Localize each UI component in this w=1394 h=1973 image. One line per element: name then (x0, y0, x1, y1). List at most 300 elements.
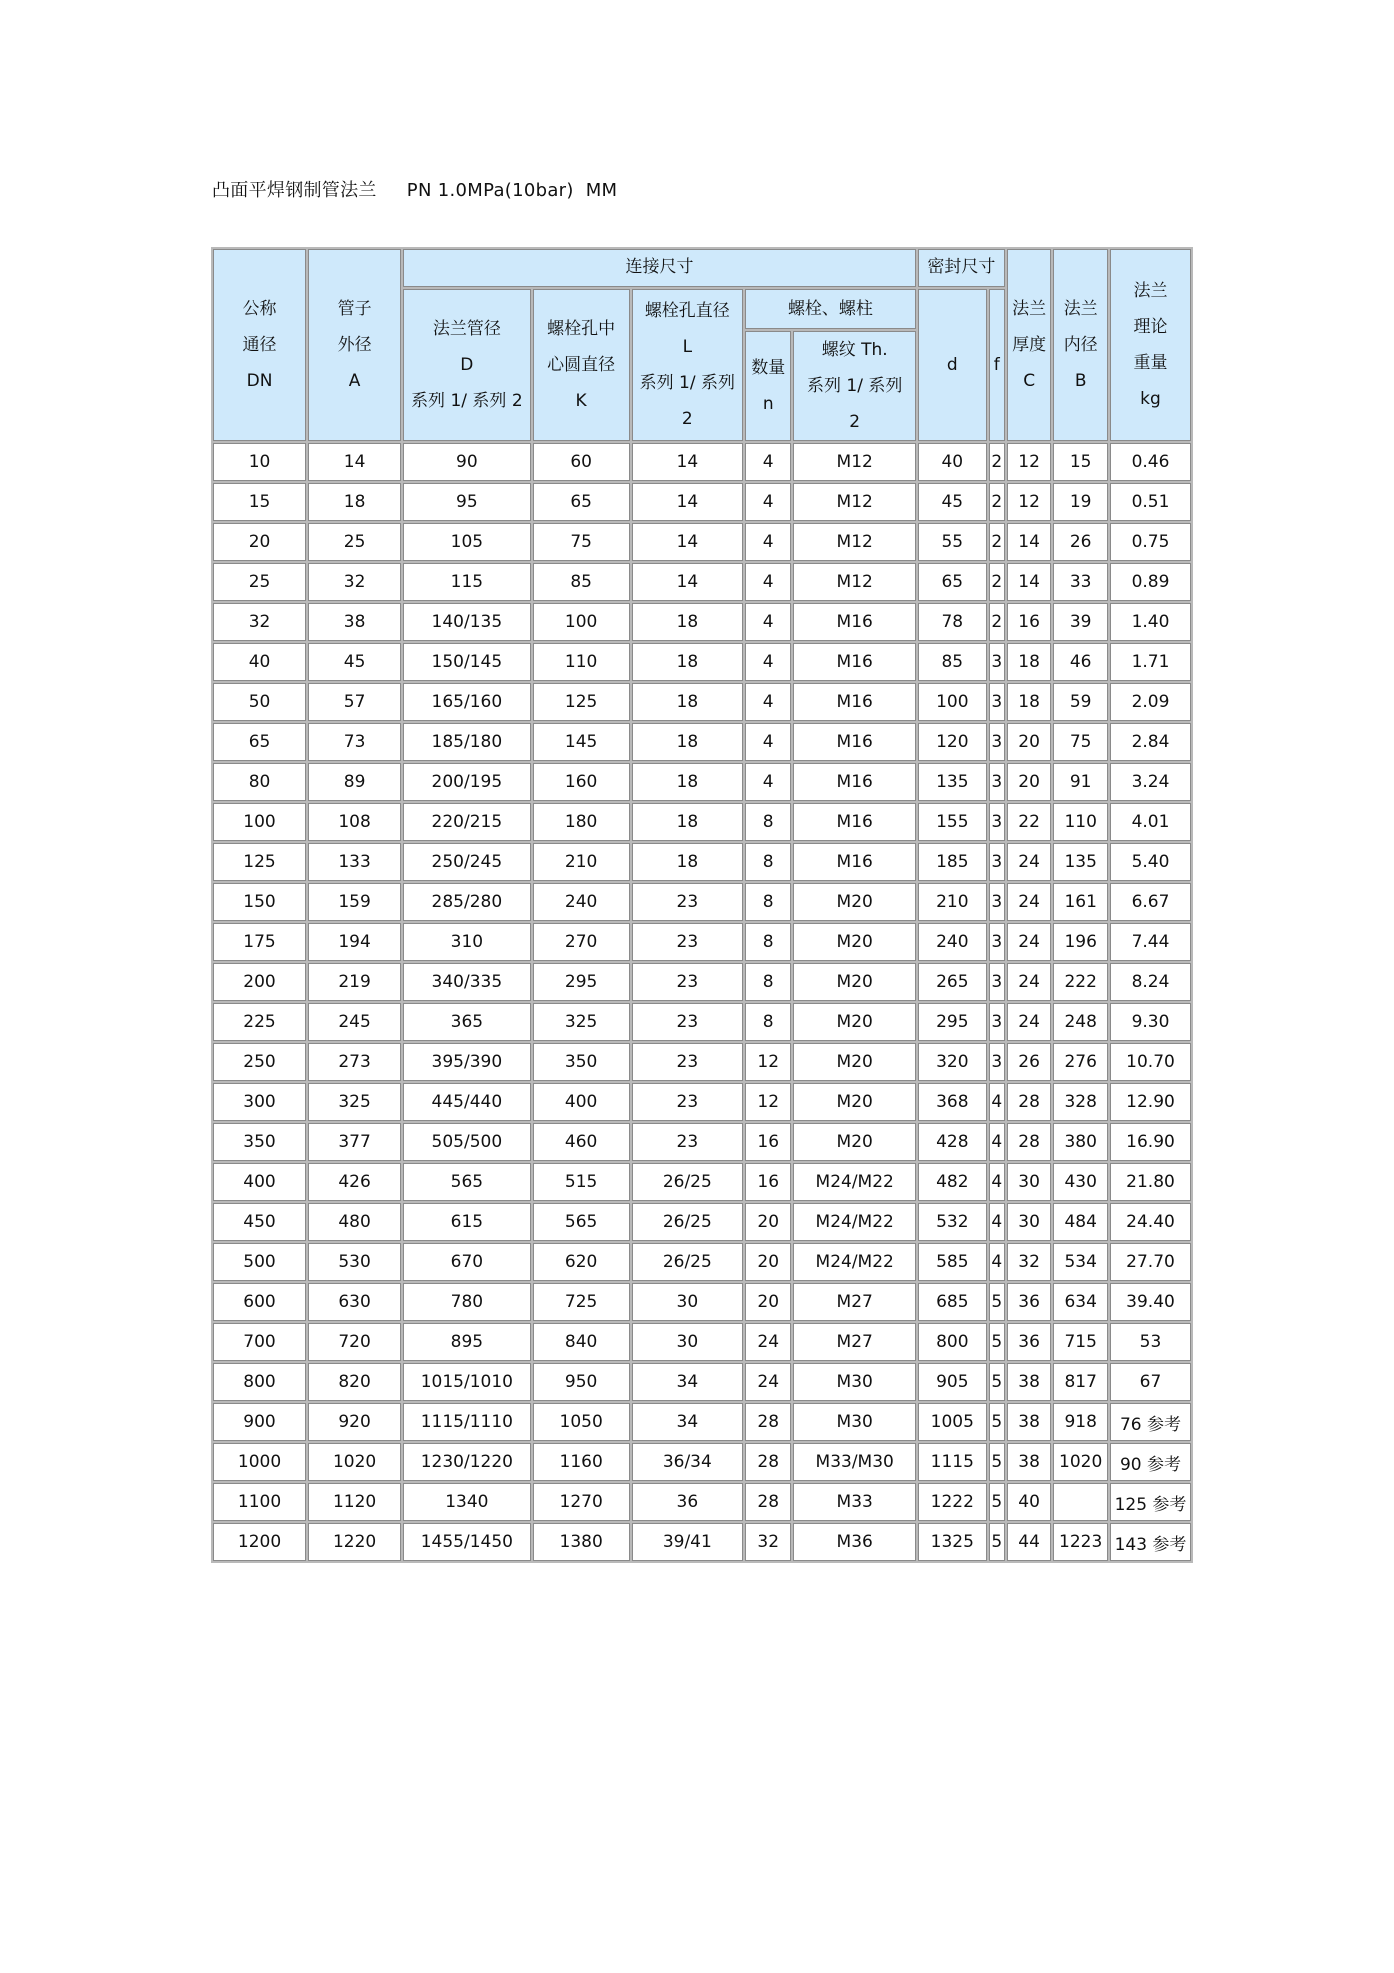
cell-b: 918 (1053, 1403, 1108, 1441)
cell-a: 133 (308, 843, 401, 881)
cell-kg: 2.84 (1110, 723, 1191, 761)
cell-c: 28 (1007, 1083, 1052, 1121)
cell-k: 1380 (533, 1523, 630, 1561)
cell-k: 325 (533, 1003, 630, 1041)
cell-c: 38 (1007, 1363, 1052, 1401)
table-row (213, 1123, 1191, 1161)
cell-c: 24 (1007, 923, 1052, 961)
cell-k: 460 (533, 1123, 630, 1161)
cell-l: 36/34 (632, 1443, 743, 1481)
cell-seal-d: 265 (918, 963, 987, 1001)
cell-dn: 400 (213, 1163, 306, 1201)
cell-b: 33 (1053, 563, 1108, 601)
cell-b: 634 (1053, 1283, 1108, 1321)
cell-th: M20 (793, 1083, 915, 1121)
cell-b: 161 (1053, 883, 1108, 921)
cell-seal-d: 45 (918, 483, 987, 521)
table-row (213, 1243, 1191, 1281)
cell-l: 14 (632, 443, 743, 481)
header-c-line: C (1023, 371, 1036, 391)
cell-b: 484 (1053, 1203, 1108, 1241)
cell-c: 36 (1007, 1323, 1052, 1361)
cell-k: 110 (533, 643, 630, 681)
cell-l: 18 (632, 803, 743, 841)
cell-n: 4 (745, 523, 792, 561)
cell-seal-f: 3 (989, 723, 1005, 761)
cell-l: 23 (632, 1003, 743, 1041)
cell-b: 59 (1053, 683, 1108, 721)
cell-n: 8 (745, 1003, 792, 1041)
cell-dn: 450 (213, 1203, 306, 1241)
cell-dn: 500 (213, 1243, 306, 1281)
cell-n: 8 (745, 923, 792, 961)
header-th-line: 系列 1/ 系列 (807, 376, 903, 396)
cell-seal-f: 4 (989, 1123, 1005, 1161)
cell-seal-f: 2 (989, 563, 1005, 601)
header-dn-line: 通径 (242, 335, 277, 355)
cell-a: 25 (308, 523, 401, 561)
cell-c: 26 (1007, 1043, 1052, 1081)
cell-c: 28 (1007, 1123, 1052, 1161)
cell-k: 85 (533, 563, 630, 601)
cell-a: 720 (308, 1323, 401, 1361)
cell-dn: 350 (213, 1123, 306, 1161)
cell-kg: 53 (1110, 1323, 1191, 1361)
cell-b: 222 (1053, 963, 1108, 1001)
cell-th: M12 (793, 483, 915, 521)
cell-seal-f: 5 (989, 1403, 1005, 1441)
table-body (213, 443, 1191, 1561)
document-title: 凸面平焊钢制管法兰 PN 1.0MPa(10bar) MM (212, 180, 618, 201)
cell-n: 32 (745, 1523, 792, 1561)
cell-seal-d: 532 (918, 1203, 987, 1241)
cell-b: 430 (1053, 1163, 1108, 1201)
cell-b: 26 (1053, 523, 1108, 561)
cell-a: 219 (308, 963, 401, 1001)
cell-kg: 16.90 (1110, 1123, 1191, 1161)
header-th-line: 螺纹 Th. (821, 340, 888, 360)
header-inner-b (1053, 249, 1108, 441)
header-k-line: 螺栓孔中 (547, 319, 616, 339)
cell-flange-d: 310 (403, 923, 530, 961)
cell-k: 270 (533, 923, 630, 961)
cell-n: 28 (745, 1483, 792, 1521)
header-d-line: 系列 1/ 系列 2 (411, 391, 523, 411)
cell-flange-d: 1455/1450 (403, 1523, 530, 1561)
cell-b: 19 (1053, 483, 1108, 521)
cell-a: 1120 (308, 1483, 401, 1521)
cell-seal-f: 3 (989, 683, 1005, 721)
cell-b: 110 (1053, 803, 1108, 841)
cell-flange-d: 780 (403, 1283, 530, 1321)
cell-seal-f: 3 (989, 1043, 1005, 1081)
flange-table (211, 247, 1193, 1563)
cell-c: 38 (1007, 1403, 1052, 1441)
cell-c: 24 (1007, 883, 1052, 921)
cell-dn: 125 (213, 843, 306, 881)
table-row (213, 523, 1191, 561)
cell-k: 160 (533, 763, 630, 801)
cell-n: 8 (745, 803, 792, 841)
cell-c: 30 (1007, 1163, 1052, 1201)
cell-seal-f: 3 (989, 1003, 1005, 1041)
cell-c: 30 (1007, 1203, 1052, 1241)
cell-seal-f: 4 (989, 1203, 1005, 1241)
table-row (213, 1443, 1191, 1481)
cell-b: 75 (1053, 723, 1108, 761)
cell-th: M27 (793, 1283, 915, 1321)
cell-n: 20 (745, 1243, 792, 1281)
cell-dn: 15 (213, 483, 306, 521)
cell-kg: 24.40 (1110, 1203, 1191, 1241)
header-b-line: 法兰 (1063, 299, 1098, 319)
table-row (213, 563, 1191, 601)
cell-th: M20 (793, 1003, 915, 1041)
cell-a: 73 (308, 723, 401, 761)
cell-th: M24/M22 (793, 1203, 915, 1241)
table-row (213, 1163, 1191, 1201)
cell-n: 4 (745, 563, 792, 601)
header-seal-size: 密封尺寸 (918, 249, 1005, 287)
table-row (213, 763, 1191, 801)
cell-kg: 0.75 (1110, 523, 1191, 561)
cell-dn: 1000 (213, 1443, 306, 1481)
cell-a: 89 (308, 763, 401, 801)
cell-l: 18 (632, 643, 743, 681)
cell-a: 273 (308, 1043, 401, 1081)
cell-seal-d: 100 (918, 683, 987, 721)
cell-b: 715 (1053, 1323, 1108, 1361)
cell-dn: 700 (213, 1323, 306, 1361)
cell-seal-d: 135 (918, 763, 987, 801)
cell-a: 920 (308, 1403, 401, 1441)
cell-th: M16 (793, 763, 915, 801)
cell-a: 245 (308, 1003, 401, 1041)
cell-seal-f: 5 (989, 1443, 1005, 1481)
cell-flange-d: 365 (403, 1003, 530, 1041)
header-dn-line: DN (246, 371, 273, 391)
header-dn (213, 249, 306, 441)
header-k-line: K (575, 391, 587, 411)
cell-l: 23 (632, 883, 743, 921)
header-n-line: n (762, 394, 774, 414)
table-row (213, 1283, 1191, 1321)
cell-k: 565 (533, 1203, 630, 1241)
cell-a: 57 (308, 683, 401, 721)
table-row (213, 1003, 1191, 1041)
cell-a: 325 (308, 1083, 401, 1121)
cell-dn: 10 (213, 443, 306, 481)
cell-flange-d: 895 (403, 1323, 530, 1361)
cell-flange-d: 90 (403, 443, 530, 481)
cell-k: 125 (533, 683, 630, 721)
cell-k: 950 (533, 1363, 630, 1401)
cell-seal-f: 3 (989, 883, 1005, 921)
header-b-line: 内径 (1063, 335, 1098, 355)
cell-flange-d: 445/440 (403, 1083, 530, 1121)
cell-kg: 1.40 (1110, 603, 1191, 641)
cell-seal-d: 585 (918, 1243, 987, 1281)
header-c-line: 法兰 (1012, 299, 1047, 319)
cell-k: 1270 (533, 1483, 630, 1521)
cell-seal-d: 905 (918, 1363, 987, 1401)
cell-th: M20 (793, 963, 915, 1001)
cell-b: 817 (1053, 1363, 1108, 1401)
header-l-line: L (682, 337, 693, 357)
cell-seal-f: 3 (989, 923, 1005, 961)
cell-k: 75 (533, 523, 630, 561)
cell-th: M33/M30 (793, 1443, 915, 1481)
cell-n: 16 (745, 1123, 792, 1161)
header-a-line: 外径 (337, 335, 372, 355)
cell-k: 240 (533, 883, 630, 921)
cell-n: 4 (745, 763, 792, 801)
cell-n: 28 (745, 1403, 792, 1441)
cell-th: M24/M22 (793, 1163, 915, 1201)
cell-dn: 20 (213, 523, 306, 561)
cell-n: 4 (745, 443, 792, 481)
cell-kg: 4.01 (1110, 803, 1191, 841)
header-d-line: D (460, 355, 474, 375)
cell-seal-f: 2 (989, 443, 1005, 481)
header-a-line: 管子 (337, 299, 372, 319)
cell-a: 38 (308, 603, 401, 641)
cell-kg: 5.40 (1110, 843, 1191, 881)
cell-kg: 39.40 (1110, 1283, 1191, 1321)
table-row (213, 1523, 1191, 1561)
header-bolt-stud: 螺栓、螺柱 (745, 289, 916, 329)
cell-seal-f: 4 (989, 1243, 1005, 1281)
cell-seal-f: 4 (989, 1163, 1005, 1201)
cell-l: 23 (632, 963, 743, 1001)
cell-seal-d: 210 (918, 883, 987, 921)
header-bolt-hole-l (632, 289, 743, 441)
cell-dn: 300 (213, 1083, 306, 1121)
table-row (213, 483, 1191, 521)
cell-th: M20 (793, 1043, 915, 1081)
cell-c: 24 (1007, 1003, 1052, 1041)
cell-a: 32 (308, 563, 401, 601)
cell-c: 12 (1007, 443, 1052, 481)
cell-n: 8 (745, 883, 792, 921)
cell-th: M20 (793, 923, 915, 961)
table-row (213, 603, 1191, 641)
cell-kg: 6.67 (1110, 883, 1191, 921)
header-thickness-c (1007, 249, 1052, 441)
cell-n: 4 (745, 643, 792, 681)
cell-a: 1020 (308, 1443, 401, 1481)
cell-a: 820 (308, 1363, 401, 1401)
cell-n: 20 (745, 1283, 792, 1321)
table-row (213, 1363, 1191, 1401)
cell-c: 14 (1007, 563, 1052, 601)
cell-a: 426 (308, 1163, 401, 1201)
cell-b: 15 (1053, 443, 1108, 481)
header-k-line: 心圆直径 (547, 355, 616, 375)
cell-b: 1223 (1053, 1523, 1108, 1561)
cell-th: M30 (793, 1363, 915, 1401)
cell-l: 30 (632, 1283, 743, 1321)
cell-seal-d: 1115 (918, 1443, 987, 1481)
cell-l: 39/41 (632, 1523, 743, 1561)
cell-seal-d: 120 (918, 723, 987, 761)
cell-kg: 2.09 (1110, 683, 1191, 721)
cell-c: 20 (1007, 763, 1052, 801)
cell-a: 45 (308, 643, 401, 681)
table-row (213, 1323, 1191, 1361)
cell-seal-f: 5 (989, 1483, 1005, 1521)
cell-k: 840 (533, 1323, 630, 1361)
cell-l: 18 (632, 763, 743, 801)
table-header (213, 249, 1191, 441)
table-row (213, 643, 1191, 681)
cell-b: 534 (1053, 1243, 1108, 1281)
cell-n: 4 (745, 683, 792, 721)
cell-dn: 175 (213, 923, 306, 961)
cell-th: M30 (793, 1403, 915, 1441)
cell-seal-d: 368 (918, 1083, 987, 1121)
header-c-line: 厚度 (1012, 335, 1047, 355)
cell-dn: 250 (213, 1043, 306, 1081)
cell-dn: 65 (213, 723, 306, 761)
cell-n: 12 (745, 1083, 792, 1121)
cell-l: 23 (632, 923, 743, 961)
header-kg-line: kg (1140, 389, 1161, 409)
header-bolt-count-n (745, 331, 792, 441)
cell-seal-f: 3 (989, 963, 1005, 1001)
cell-flange-d: 250/245 (403, 843, 530, 881)
cell-seal-d: 155 (918, 803, 987, 841)
table-row (213, 963, 1191, 1001)
cell-seal-f: 5 (989, 1523, 1005, 1561)
cell-kg: 3.24 (1110, 763, 1191, 801)
cell-b: 39 (1053, 603, 1108, 641)
header-l-line: 系列 1/ 系列 (639, 373, 735, 393)
cell-n: 4 (745, 723, 792, 761)
cell-flange-d: 340/335 (403, 963, 530, 1001)
cell-b: 328 (1053, 1083, 1108, 1121)
cell-n: 4 (745, 483, 792, 521)
cell-k: 60 (533, 443, 630, 481)
cell-seal-d: 85 (918, 643, 987, 681)
cell-flange-d: 95 (403, 483, 530, 521)
cell-l: 18 (632, 603, 743, 641)
cell-seal-f: 2 (989, 483, 1005, 521)
cell-k: 180 (533, 803, 630, 841)
table-row (213, 883, 1191, 921)
cell-dn: 800 (213, 1363, 306, 1401)
cell-l: 14 (632, 563, 743, 601)
cell-seal-d: 295 (918, 1003, 987, 1041)
cell-k: 400 (533, 1083, 630, 1121)
cell-kg: 0.46 (1110, 443, 1191, 481)
cell-seal-d: 428 (918, 1123, 987, 1161)
cell-c: 32 (1007, 1243, 1052, 1281)
cell-c: 44 (1007, 1523, 1052, 1561)
cell-seal-d: 40 (918, 443, 987, 481)
cell-l: 30 (632, 1323, 743, 1361)
cell-dn: 900 (213, 1403, 306, 1441)
cell-dn: 1100 (213, 1483, 306, 1521)
cell-c: 36 (1007, 1283, 1052, 1321)
cell-n: 8 (745, 843, 792, 881)
cell-l: 18 (632, 683, 743, 721)
cell-seal-d: 55 (918, 523, 987, 561)
cell-kg: 12.90 (1110, 1083, 1191, 1121)
cell-seal-f: 2 (989, 603, 1005, 641)
cell-kg: 27.70 (1110, 1243, 1191, 1281)
cell-flange-d: 200/195 (403, 763, 530, 801)
cell-flange-d: 165/160 (403, 683, 530, 721)
cell-b: 276 (1053, 1043, 1108, 1081)
cell-flange-d: 1230/1220 (403, 1443, 530, 1481)
table-row (213, 923, 1191, 961)
cell-dn: 100 (213, 803, 306, 841)
cell-l: 26/25 (632, 1243, 743, 1281)
cell-dn: 1200 (213, 1523, 306, 1561)
cell-kg: 10.70 (1110, 1043, 1191, 1081)
cell-k: 620 (533, 1243, 630, 1281)
header-kg-line: 重量 (1133, 353, 1168, 373)
cell-seal-f: 2 (989, 523, 1005, 561)
cell-th: M12 (793, 443, 915, 481)
cell-th: M16 (793, 683, 915, 721)
cell-flange-d: 105 (403, 523, 530, 561)
header-a (308, 249, 401, 441)
cell-b: 196 (1053, 923, 1108, 961)
cell-seal-d: 320 (918, 1043, 987, 1081)
cell-a: 14 (308, 443, 401, 481)
cell-dn: 150 (213, 883, 306, 921)
cell-seal-f: 3 (989, 763, 1005, 801)
cell-a: 530 (308, 1243, 401, 1281)
cell-b: 91 (1053, 763, 1108, 801)
cell-l: 23 (632, 1043, 743, 1081)
cell-th: M27 (793, 1323, 915, 1361)
cell-a: 1220 (308, 1523, 401, 1561)
cell-th: M12 (793, 523, 915, 561)
cell-l: 23 (632, 1123, 743, 1161)
cell-l: 26/25 (632, 1163, 743, 1201)
cell-kg: 90 参考 (1110, 1443, 1191, 1481)
cell-seal-d: 800 (918, 1323, 987, 1361)
cell-b: 46 (1053, 643, 1108, 681)
cell-th: M24/M22 (793, 1243, 915, 1281)
cell-k: 145 (533, 723, 630, 761)
cell-kg: 143 参考 (1110, 1523, 1191, 1561)
cell-flange-d: 1015/1010 (403, 1363, 530, 1401)
cell-seal-d: 78 (918, 603, 987, 641)
table-row (213, 1083, 1191, 1121)
cell-th: M16 (793, 603, 915, 641)
table-row (213, 1403, 1191, 1441)
cell-flange-d: 115 (403, 563, 530, 601)
header-seal-d: d (918, 289, 987, 441)
cell-l: 34 (632, 1363, 743, 1401)
header-kg-line: 理论 (1133, 317, 1168, 337)
cell-th: M16 (793, 723, 915, 761)
cell-a: 18 (308, 483, 401, 521)
cell-kg: 21.80 (1110, 1163, 1191, 1201)
cell-kg: 9.30 (1110, 1003, 1191, 1041)
header-weight-kg (1110, 249, 1191, 441)
cell-seal-f: 3 (989, 843, 1005, 881)
cell-n: 8 (745, 963, 792, 1001)
cell-n: 16 (745, 1163, 792, 1201)
header-seal-f: f (989, 289, 1005, 441)
cell-seal-f: 3 (989, 643, 1005, 681)
cell-c: 40 (1007, 1483, 1052, 1521)
